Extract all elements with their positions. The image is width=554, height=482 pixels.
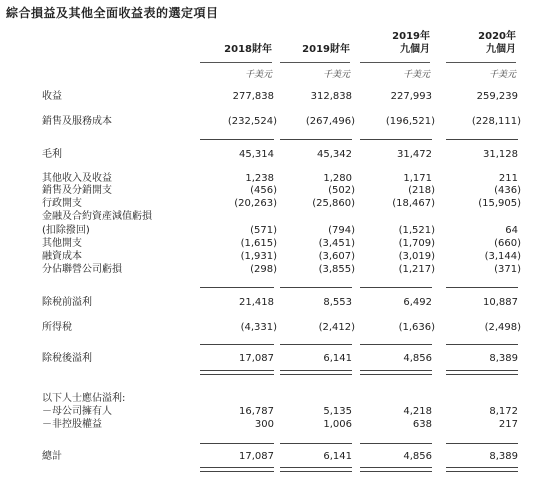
table-cell: (1,636): [398, 322, 435, 333]
header-underline: [446, 62, 516, 63]
table-cell: 4,856: [403, 353, 432, 364]
table-cell: (218): [408, 185, 435, 196]
subtotal-rule: [200, 139, 274, 140]
row-label: 除稅後溢利: [42, 353, 92, 364]
table-cell: (196,521): [385, 116, 435, 127]
table-cell: 211: [498, 173, 518, 184]
table-cell: 8,389: [489, 353, 518, 364]
table-cell: (660): [494, 238, 521, 249]
column-unit-1: 千美元: [244, 70, 272, 80]
row-label: 金融及合約資產減值虧損: [42, 211, 152, 222]
table-cell: 638: [412, 419, 432, 430]
subtotal-rule: [446, 344, 518, 345]
table-cell: (502): [328, 185, 355, 196]
table-cell: 312,838: [310, 91, 352, 102]
column-header-line1: 2019年: [392, 31, 430, 42]
table-cell: 8,389: [489, 451, 518, 462]
page-title: 綜合損益及其他全面收益表的選定項目: [6, 6, 219, 20]
table-cell: 4,218: [403, 406, 432, 417]
total-double-rule: [200, 467, 274, 472]
table-cell: (3,144): [484, 251, 521, 262]
header-underline: [200, 62, 272, 63]
table-cell: (3,019): [398, 251, 435, 262]
column-header-line2: 九個月: [400, 44, 430, 55]
total-double-rule: [280, 467, 352, 472]
table-cell: 217: [498, 419, 518, 430]
table-cell: 6,492: [403, 297, 432, 308]
total-double-rule: [446, 467, 518, 472]
table-cell: 10,887: [483, 297, 518, 308]
table-cell: 227,993: [390, 91, 432, 102]
table-cell: 8,553: [323, 297, 352, 308]
row-label: 行政開支: [42, 198, 82, 209]
subtotal-rule: [280, 287, 352, 288]
column-header-line2: 2018財年: [224, 44, 272, 55]
table-cell: 259,239: [476, 91, 518, 102]
table-cell: 8,172: [489, 406, 518, 417]
table-cell: (1,615): [240, 238, 277, 249]
subtotal-rule: [446, 287, 518, 288]
table-cell: 277,838: [232, 91, 274, 102]
row-label: －母公司擁有人: [42, 406, 112, 417]
table-cell: 31,472: [397, 149, 432, 160]
table-cell: 300: [254, 419, 274, 430]
table-cell: (1,521): [398, 225, 435, 236]
row-label: －非控股權益: [42, 419, 102, 430]
table-cell: (3,855): [318, 264, 355, 275]
subtotal-rule: [280, 443, 352, 444]
column-header-line1: 2020年: [478, 31, 516, 42]
subtotal-rule: [446, 139, 518, 140]
table-cell: (20,263): [234, 198, 277, 209]
table-cell: (25,860): [312, 198, 355, 209]
column-header-3: [338, 30, 430, 56]
table-cell: 17,087: [239, 353, 274, 364]
table-cell: (371): [494, 264, 521, 275]
column-header-line2: 2019財年: [302, 44, 350, 55]
table-cell: (298): [250, 264, 277, 275]
total-double-rule: [360, 467, 432, 472]
row-label: 以下人士應佔溢利:: [42, 393, 126, 404]
table-cell: (436): [494, 185, 521, 196]
table-cell: 1,280: [323, 173, 352, 184]
column-header-2: [258, 43, 350, 56]
column-header-line2: 九個月: [486, 44, 516, 55]
table-cell: 1,238: [245, 173, 274, 184]
header-underline: [360, 62, 430, 63]
total-double-rule: [200, 370, 274, 375]
table-cell: (267,496): [305, 116, 355, 127]
table-cell: 1,006: [323, 419, 352, 430]
column-unit-4: 千美元: [488, 70, 516, 80]
row-label: 毛利: [42, 149, 62, 160]
row-label: 分佔聯營公司虧損: [42, 264, 122, 275]
row-label: 銷售及分銷開支: [42, 185, 112, 196]
table-cell: 5,135: [323, 406, 352, 417]
table-cell: 16,787: [239, 406, 274, 417]
row-label: 所得稅: [42, 322, 72, 333]
header-underline: [280, 62, 350, 63]
row-label: 銷售及服務成本: [42, 116, 112, 127]
table-cell: 4,856: [403, 451, 432, 462]
total-double-rule: [280, 370, 352, 375]
table-cell: 1,171: [403, 173, 432, 184]
table-cell: 45,342: [317, 149, 352, 160]
table-cell: 6,141: [323, 451, 352, 462]
table-cell: 45,314: [239, 149, 274, 160]
subtotal-rule: [280, 139, 352, 140]
row-label: 收益: [42, 91, 62, 102]
table-cell: (3,607): [318, 251, 355, 262]
row-label: (扣除撥回): [42, 225, 90, 236]
subtotal-rule: [360, 287, 432, 288]
row-label: 除稅前溢利: [42, 297, 92, 308]
table-cell: (15,905): [478, 198, 521, 209]
column-unit-3: 千美元: [402, 70, 430, 80]
subtotal-rule: [360, 443, 432, 444]
table-cell: (1,709): [398, 238, 435, 249]
row-label: 總計: [42, 451, 62, 462]
subtotal-rule: [200, 443, 274, 444]
table-cell: (1,931): [240, 251, 277, 262]
table-cell: (2,498): [484, 322, 521, 333]
table-cell: (456): [250, 185, 277, 196]
table-cell: (2,412): [318, 322, 355, 333]
table-cell: (18,467): [392, 198, 435, 209]
table-cell: 17,087: [239, 451, 274, 462]
table-cell: 6,141: [323, 353, 352, 364]
table-cell: (232,524): [227, 116, 277, 127]
subtotal-rule: [200, 287, 274, 288]
subtotal-rule: [360, 139, 432, 140]
row-label: 融資成本: [42, 251, 82, 262]
table-cell: (4,331): [240, 322, 277, 333]
table-cell: 21,418: [239, 297, 274, 308]
table-cell: (228,111): [471, 116, 521, 127]
total-double-rule: [446, 370, 518, 375]
table-cell: 31,128: [483, 149, 518, 160]
row-label: 其他收入及收益: [42, 173, 112, 184]
table-cell: (794): [328, 225, 355, 236]
column-unit-2: 千美元: [322, 70, 350, 80]
table-cell: (571): [250, 225, 277, 236]
table-cell: (3,451): [318, 238, 355, 249]
column-header-4: [424, 30, 516, 56]
subtotal-rule: [280, 344, 352, 345]
subtotal-rule: [360, 344, 432, 345]
row-label: 其他開支: [42, 238, 82, 249]
subtotal-rule: [446, 443, 518, 444]
subtotal-rule: [200, 344, 274, 345]
table-cell: 64: [505, 225, 518, 236]
total-double-rule: [360, 370, 432, 375]
table-cell: (1,217): [398, 264, 435, 275]
